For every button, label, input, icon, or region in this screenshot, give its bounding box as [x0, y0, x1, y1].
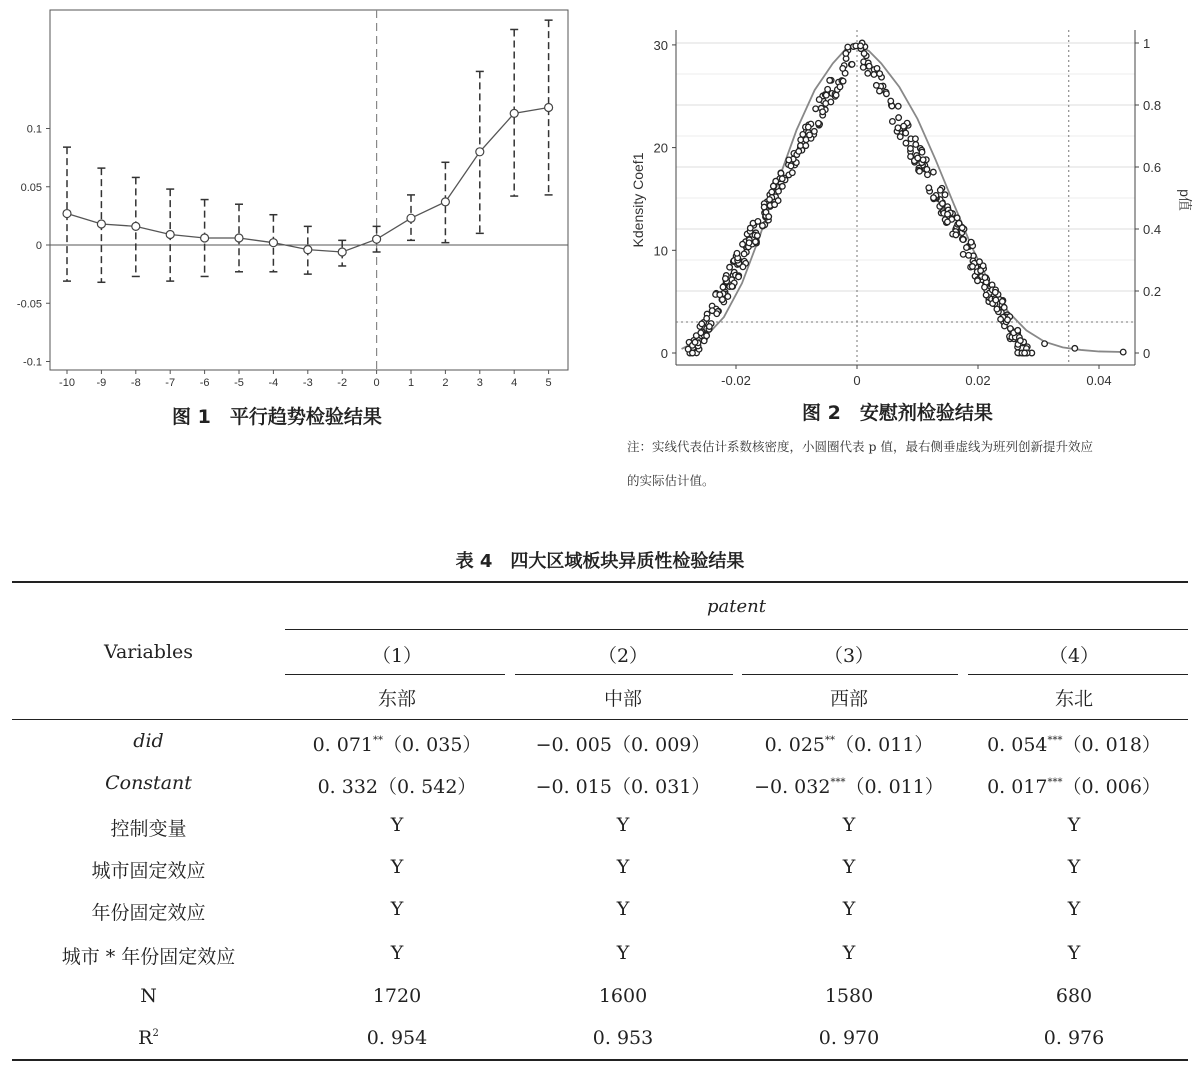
cell-value: Y [390, 942, 404, 964]
table-title: 表 4 四大区域板块异质性检验结果 [455, 551, 745, 572]
p-value-point [858, 43, 864, 49]
cell-value: Y [1067, 898, 1081, 920]
p-value-point [1120, 349, 1126, 355]
x-tick-label: -4 [268, 377, 279, 389]
parallel-trend-chart [0, 0, 600, 400]
cell-value: Y [616, 898, 630, 920]
coefficient-point [373, 235, 381, 243]
p-value-point [692, 339, 698, 345]
p-value-point [992, 289, 998, 295]
cell-value: 680 [1055, 985, 1093, 1007]
p-value-point [840, 66, 846, 72]
p-value-point [924, 167, 930, 173]
p-value-point [800, 132, 806, 138]
p-value-point [884, 91, 890, 97]
p-value-point [825, 87, 831, 93]
table-cell [739, 942, 959, 964]
table-top-rule [12, 581, 1188, 583]
p-value-point [895, 103, 901, 109]
p-value-point [746, 240, 752, 246]
p-value-point [919, 149, 925, 155]
p-value-point [999, 299, 1005, 305]
y-left-tick-label: 20 [653, 140, 668, 156]
y-right-tick-label: 1 [1143, 36, 1151, 51]
y-right-tick-label: 0.4 [1143, 222, 1162, 237]
p-value-point [901, 123, 907, 129]
table-cell [287, 772, 507, 799]
p-value-point [780, 184, 786, 190]
significance-stars: *** [1047, 735, 1063, 746]
p-value-point [866, 63, 872, 69]
column-number: （3） [823, 645, 875, 667]
cell-value: Y [1067, 942, 1081, 964]
table-cell [513, 1027, 733, 1049]
p-value-point [938, 187, 944, 193]
p-value-point [1018, 338, 1024, 344]
p-value-point [816, 97, 822, 103]
x-tick-label: -0.02 [721, 373, 751, 388]
p-value-point [895, 125, 901, 131]
coefficient-point [201, 234, 209, 242]
p-value-point [753, 239, 759, 245]
p-value-point [975, 278, 981, 284]
p-value-point [953, 232, 959, 238]
x-tick-label: 0.02 [965, 373, 991, 388]
x-tick-label: -7 [165, 377, 176, 389]
table-cell [513, 985, 733, 1007]
figure2-note-line2: 的实际估计值。 [627, 473, 715, 488]
p-value-point [877, 88, 883, 94]
table-cell [964, 772, 1184, 799]
row-label: Constant [105, 772, 192, 794]
row-label: 年份固定效应 [91, 902, 206, 924]
cell-value: 1600 [598, 985, 648, 1007]
column-number: （2） [597, 645, 649, 667]
x-tick-label: 0.04 [1086, 373, 1112, 388]
table-cell [513, 772, 733, 799]
patent-header-rule [285, 629, 1188, 630]
p-value-point [755, 219, 761, 225]
x-tick-label: 0 [853, 373, 861, 388]
standard-error: （0. 006） [1062, 776, 1161, 798]
table-cell [287, 942, 507, 964]
p-value-point [917, 168, 923, 174]
x-tick-label: 0 [373, 377, 380, 389]
y-right-tick-label: 0 [1143, 346, 1151, 361]
column-region-name: 中部 [603, 688, 642, 710]
col4-underline [968, 674, 1188, 675]
p-value-point [707, 324, 713, 330]
p-value-point [845, 44, 851, 50]
p-value-point [983, 292, 989, 298]
y-left-tick-label: 0 [660, 346, 668, 361]
row-label: 城市 * 年份固定效应 [61, 946, 236, 968]
cell-value: −0. 032 [754, 776, 831, 798]
cell-value: 1580 [824, 985, 874, 1007]
cell-value: 0. 071 [312, 734, 373, 756]
coefficient-point [510, 109, 518, 117]
standard-error: （0. 035） [383, 734, 482, 756]
p-value-point [740, 264, 746, 270]
p-value-point [837, 84, 843, 90]
p-value-point [740, 241, 746, 247]
cell-value: 0. 976 [1043, 1027, 1105, 1049]
column-region-name: 东部 [377, 688, 416, 710]
y-tick-label: -0.1 [23, 356, 42, 369]
p-value-point [790, 170, 796, 176]
standard-error: （0. 031） [611, 776, 711, 798]
x-tick-label: -5 [234, 377, 244, 389]
p-value-point [982, 275, 988, 281]
p-value-point [788, 163, 794, 169]
coefficient-point [132, 222, 140, 230]
p-value-point [729, 284, 735, 290]
cell-value: Y [842, 898, 856, 920]
p-value-point [778, 170, 784, 176]
y-right-tick-label: 0.6 [1143, 160, 1162, 175]
x-tick-label: -9 [96, 377, 107, 389]
p-value-point [690, 350, 696, 356]
p-value-point [736, 274, 742, 280]
row-label: did [133, 730, 164, 752]
p-value-point [807, 132, 813, 138]
p-value-point [699, 321, 705, 327]
standard-error: （0. 009） [611, 734, 711, 756]
coefficient-point [545, 104, 553, 112]
column-region-name: 东北 [1054, 688, 1093, 710]
row-label-superscript: 2 [152, 1028, 159, 1039]
table-cell [964, 856, 1184, 878]
p-value-point [786, 157, 792, 163]
table-cell [739, 985, 959, 1007]
table-bottom-rule [12, 1059, 1188, 1061]
y-right-tick-label: 0.2 [1143, 284, 1162, 299]
x-tick-label: 1 [407, 377, 415, 389]
p-value-point [717, 292, 723, 298]
y-left-axis-label: Kdensity Coef1 [630, 152, 646, 248]
p-value-point [820, 109, 826, 115]
cell-value: Y [842, 856, 856, 878]
table-cell [513, 814, 733, 836]
p-value-point [833, 92, 839, 98]
p-value-point [926, 185, 932, 191]
cell-value: 0. 970 [818, 1027, 880, 1049]
dependent-variable-label: patent [707, 596, 766, 617]
table-cell [287, 730, 507, 757]
standard-error: （0. 542） [378, 776, 477, 798]
cell-value: −0. 005 [535, 734, 612, 756]
y-tick-label: 0.05 [20, 181, 42, 194]
table-cell [964, 985, 1184, 1007]
p-value-point [940, 201, 946, 207]
y-left-tick-label: 30 [653, 37, 668, 53]
table-cell [287, 856, 507, 878]
table-cell [513, 856, 733, 878]
standard-error: （0. 018） [1062, 734, 1161, 756]
p-value-point [994, 306, 1000, 312]
table-cell [964, 814, 1184, 836]
x-tick-label: -8 [130, 377, 141, 389]
p-value-point [903, 130, 909, 136]
cell-value: Y [616, 814, 630, 836]
table-cell [513, 898, 733, 920]
p-value-point [903, 140, 909, 146]
table-cell [739, 1027, 959, 1049]
table-cell [739, 772, 959, 799]
p-value-point [1015, 328, 1021, 334]
significance-stars: *** [1047, 777, 1063, 788]
p-value-point [945, 211, 951, 217]
table-cell [287, 814, 507, 836]
p-value-point [945, 219, 951, 225]
p-value-point [874, 83, 880, 89]
p-value-point [860, 65, 866, 71]
p-value-point [747, 225, 753, 231]
p-value-point [1001, 305, 1007, 311]
column-number: （4） [1048, 645, 1100, 667]
significance-stars: ** [373, 735, 383, 746]
p-value-point [998, 316, 1004, 322]
p-value-point [727, 264, 733, 270]
p-value-point [993, 297, 999, 303]
p-value-point [865, 71, 871, 77]
standard-error: （0. 011） [845, 776, 944, 798]
p-value-point [913, 136, 919, 142]
standard-error: （0. 011） [835, 734, 934, 756]
figure1-caption: 图 1 平行趋势检验结果 [172, 406, 382, 428]
table-cell [739, 730, 959, 757]
table-cell [964, 1027, 1184, 1049]
p-value-point [714, 311, 720, 317]
cell-value: Y [390, 856, 404, 878]
p-value-point [890, 119, 896, 125]
variables-header: Variables [103, 641, 194, 663]
cell-value: Y [1067, 856, 1081, 878]
p-value-point [723, 276, 729, 282]
p-value-point [897, 134, 903, 140]
coefficient-point [441, 198, 449, 206]
p-value-point [956, 220, 962, 226]
cell-value: 0. 017 [987, 776, 1048, 798]
coefficient-point [63, 210, 71, 218]
cell-value: 0. 332 [317, 776, 378, 798]
p-value-point [982, 284, 988, 290]
cell-value: −0. 015 [535, 776, 612, 798]
cell-value: 0. 953 [592, 1027, 654, 1049]
p-value-point [960, 252, 966, 258]
p-value-point [942, 192, 948, 198]
table-cell [964, 730, 1184, 757]
p-value-point [741, 251, 747, 257]
y-tick-label: 0.1 [26, 123, 42, 136]
p-value-point [896, 115, 902, 121]
y-right-axis-label: p值 [1177, 189, 1193, 211]
coefficient-point [338, 248, 346, 256]
cell-value: Y [842, 814, 856, 836]
p-value-point [977, 259, 983, 265]
table-cell [513, 942, 733, 964]
p-value-point [766, 214, 772, 220]
x-tick-label: 5 [545, 377, 552, 389]
cell-value: 0. 025 [764, 734, 825, 756]
p-value-point [970, 264, 976, 270]
table-cell [739, 814, 959, 836]
p-value-point [874, 66, 880, 72]
p-value-point [823, 92, 829, 98]
coefficient-point [476, 148, 484, 156]
p-value-point [915, 155, 921, 161]
p-value-point [772, 202, 778, 208]
p-value-point [816, 120, 822, 126]
p-value-point [771, 183, 777, 189]
p-value-point [960, 237, 966, 243]
p-value-point [1022, 350, 1028, 356]
cell-value: Y [616, 856, 630, 878]
row-label: N [140, 985, 157, 1007]
p-value-point [840, 78, 846, 84]
y-tick-label: -0.05 [16, 298, 42, 311]
coefficient-point [166, 231, 174, 239]
x-tick-label: -2 [337, 377, 348, 389]
p-value-point [1042, 341, 1048, 347]
p-value-point [767, 197, 773, 203]
significance-stars: *** [830, 777, 846, 788]
figure2-caption: 图 2 安慰剂检验结果 [802, 402, 993, 424]
x-tick-label: -6 [199, 377, 210, 389]
p-value-point [769, 189, 775, 195]
row-label: $R^2$ [138, 1027, 159, 1049]
x-tick-label: 4 [511, 377, 518, 389]
coefficient-point [235, 234, 243, 242]
y-tick-label: 0 [35, 240, 42, 252]
cell-value: 0. 954 [366, 1027, 428, 1049]
p-value-point [734, 250, 740, 256]
x-tick-label: -3 [302, 377, 313, 389]
column-number: （1） [371, 645, 423, 667]
coefficient-point [407, 214, 415, 222]
coefficient-point [269, 239, 277, 247]
cell-value: Y [616, 942, 630, 964]
p-value-point [964, 245, 970, 251]
table-cell [739, 856, 959, 878]
table-cell [964, 898, 1184, 920]
row-label: 城市固定效应 [91, 860, 206, 882]
coefficient-point [97, 220, 105, 228]
p-value-point [908, 146, 914, 152]
placebo-test-chart [600, 0, 1200, 400]
p-value-point [931, 169, 937, 175]
x-tick-label: -10 [59, 377, 75, 389]
table-cell [287, 1027, 507, 1049]
col1-underline [285, 674, 505, 675]
cell-value: Y [390, 814, 404, 836]
x-tick-label: 2 [442, 377, 449, 389]
p-value-point [931, 195, 937, 201]
p-value-point [1072, 346, 1078, 352]
header-bottom-rule [12, 719, 1188, 720]
col2-underline [515, 674, 733, 675]
p-value-point [755, 233, 761, 239]
figure2-note-line1: 注：实线代表估计系数核密度，小圆圈代表 p 值，最右侧垂虚线为班列创新提升效应 [627, 439, 1093, 454]
p-value-point [823, 101, 829, 107]
p-value-point [966, 253, 972, 259]
p-value-point [871, 72, 877, 78]
x-tick-label: 3 [476, 377, 483, 389]
cell-value: 1720 [372, 985, 422, 1007]
p-value-point [704, 316, 710, 322]
p-value-point [978, 268, 984, 274]
p-value-point [698, 330, 704, 336]
col3-underline [742, 674, 958, 675]
table-cell [964, 942, 1184, 964]
p-value-point [806, 124, 812, 130]
p-value-point [779, 176, 785, 182]
row-label: 控制变量 [110, 818, 187, 840]
cell-value: Y [390, 898, 404, 920]
coefficient-point [304, 246, 312, 254]
p-value-point [849, 62, 855, 68]
p-value-point [813, 106, 819, 112]
p-value-point [796, 149, 802, 155]
p-value-point [968, 239, 974, 245]
p-value-point [803, 143, 809, 149]
table-cell [287, 898, 507, 920]
table-cell [287, 985, 507, 1007]
cell-value: 0. 054 [987, 734, 1048, 756]
cell-value: Y [842, 942, 856, 964]
p-value-point [1005, 317, 1011, 323]
plot-frame [50, 10, 568, 370]
y-left-tick-label: 10 [653, 243, 668, 259]
p-value-point [888, 98, 894, 104]
column-region-name: 西部 [829, 688, 868, 710]
p-value-point [827, 78, 833, 84]
p-value-point [704, 333, 710, 339]
significance-stars: ** [825, 735, 835, 746]
y-right-tick-label: 0.8 [1143, 98, 1162, 113]
table-cell [513, 730, 733, 757]
table-cell [739, 898, 959, 920]
p-value-point [843, 51, 849, 57]
cell-value: Y [1067, 814, 1081, 836]
